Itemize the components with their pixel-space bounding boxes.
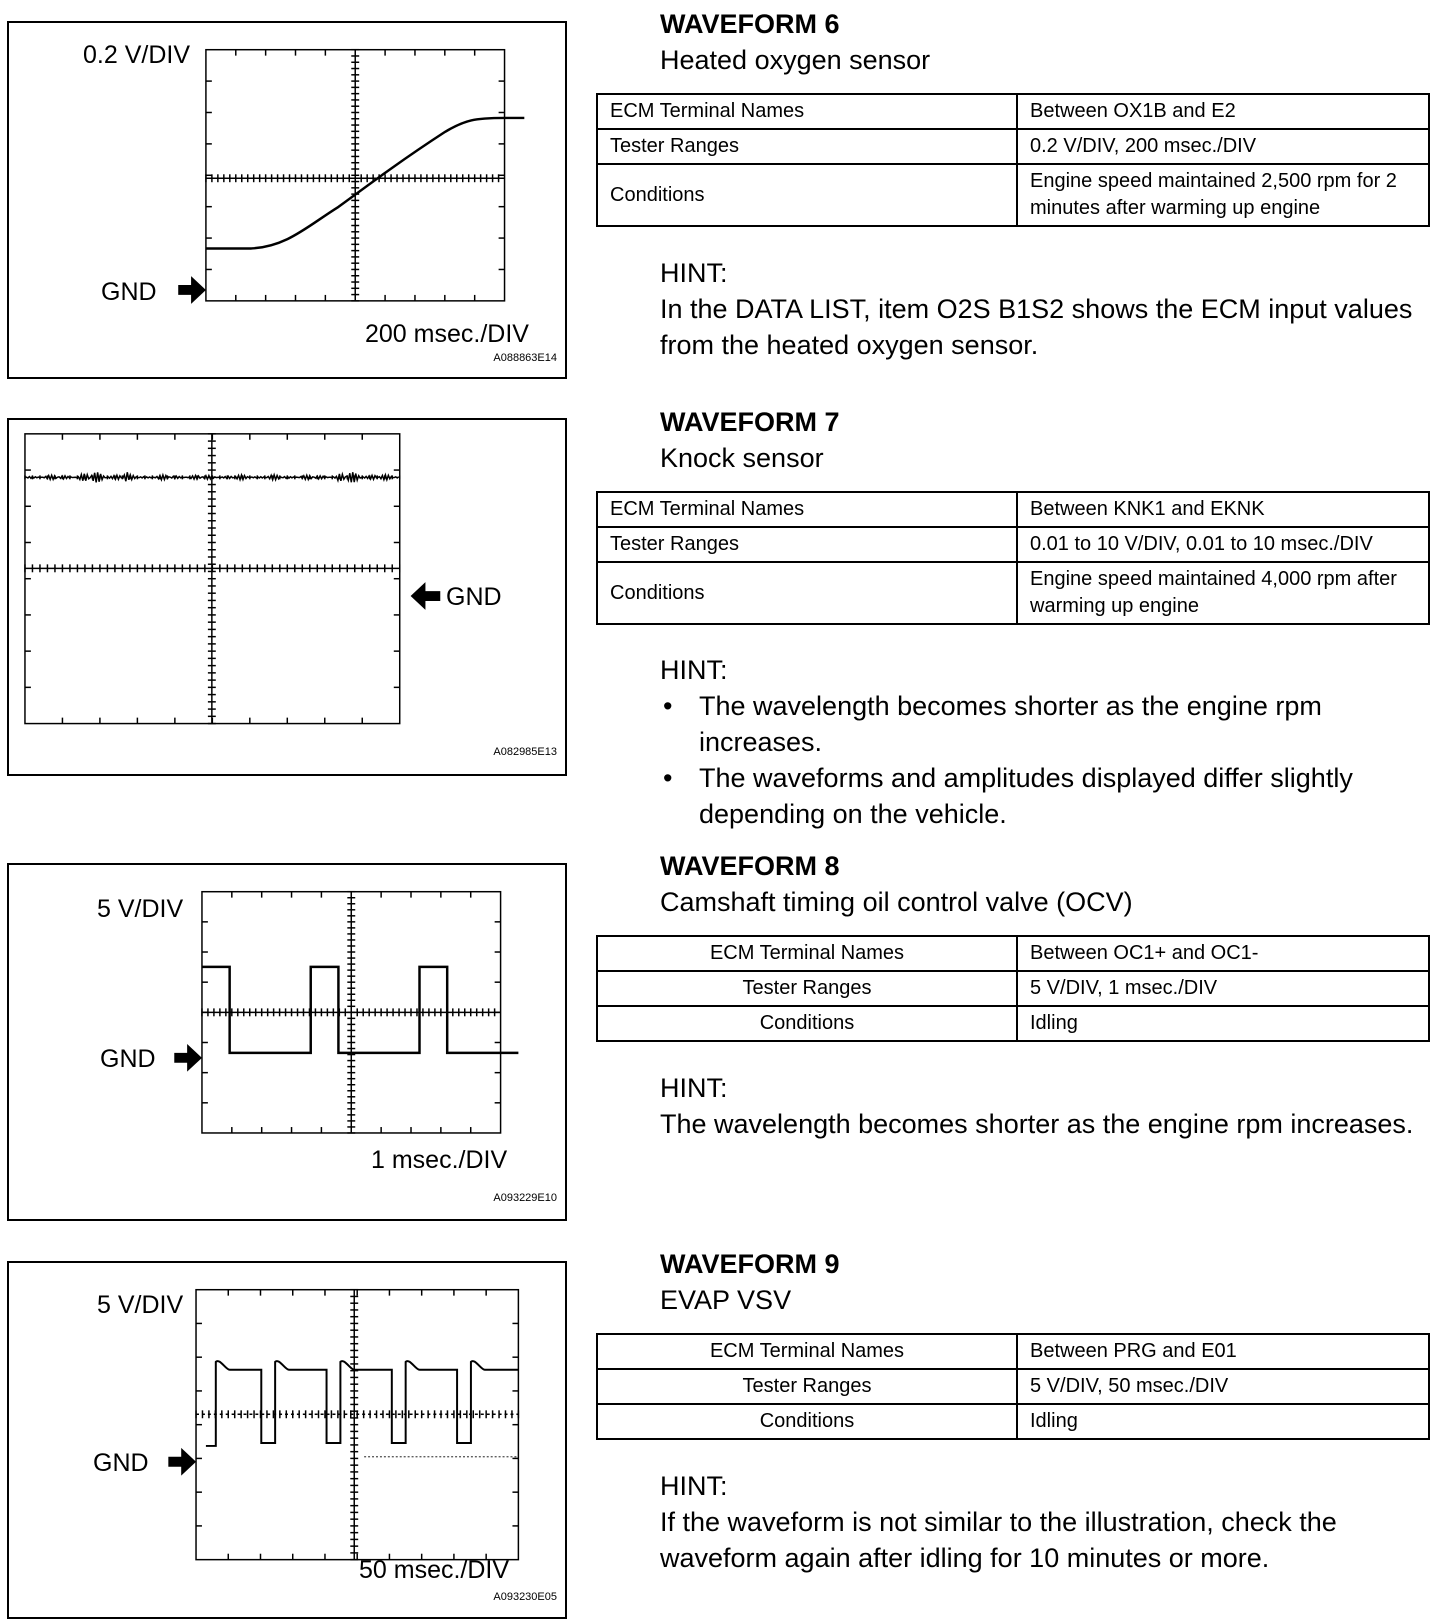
table-value: Between OC1+ and OC1- xyxy=(1017,936,1429,971)
figure-code: A088863E14 xyxy=(493,352,557,364)
waveform-subtitle: Knock sensor xyxy=(660,443,824,473)
hint-label: HINT: xyxy=(660,1073,728,1103)
hint-text: The wavelength becomes shorter as the engine rpm increases. xyxy=(660,1109,1414,1139)
table-value: Engine speed maintained 4,000 rpm after warming up engine xyxy=(1017,562,1429,624)
waveform-title: WAVEFORM 9 xyxy=(660,1249,840,1279)
table-key: ECM Terminal Names xyxy=(597,492,1017,527)
table-row xyxy=(597,1369,1429,1404)
scope-grid xyxy=(202,892,501,1133)
table-row xyxy=(597,971,1429,1006)
time-per-div-label: 50 msec./DIV xyxy=(359,1556,510,1584)
gnd-arrow-icon xyxy=(411,582,441,610)
gnd-label: GND xyxy=(100,1045,156,1073)
waveform-7-hint xyxy=(660,652,1430,832)
gnd-arrow-icon xyxy=(168,1448,196,1476)
waveform-6-header xyxy=(660,6,1430,78)
waveform-subtitle: Camshaft timing oil control valve (OCV) xyxy=(660,887,1133,917)
volts-per-div-label: 0.2 V/DIV xyxy=(83,41,190,69)
waveform-7-figure xyxy=(7,418,567,776)
hint-label: HINT: xyxy=(660,655,728,685)
table-value: Idling xyxy=(1017,1404,1429,1439)
table-value: Idling xyxy=(1017,1006,1429,1041)
o2-sensor-trace xyxy=(206,118,524,249)
waveform-9-figure xyxy=(7,1261,567,1619)
table-value: Between KNK1 and EKNK xyxy=(1017,492,1429,527)
waveform-6-spec-table xyxy=(596,93,1430,227)
waveform-9-header xyxy=(660,1246,1430,1318)
volts-per-div-label: 5 V/DIV xyxy=(97,895,184,923)
waveform-8-hint xyxy=(660,1070,1430,1142)
table-value: Engine speed maintained 2,500 rpm for 2 minutes after warming up engine xyxy=(1017,164,1429,226)
table-row xyxy=(597,527,1429,562)
time-per-div-label: 200 msec./DIV xyxy=(365,320,529,348)
table-key: ECM Terminal Names xyxy=(597,1334,1017,1369)
table-row xyxy=(597,1006,1429,1041)
table-row xyxy=(597,492,1429,527)
waveform-8-header xyxy=(660,848,1430,920)
table-row xyxy=(597,164,1429,226)
time-per-div-label: 1 msec./DIV xyxy=(371,1146,508,1174)
table-key: Conditions xyxy=(597,164,1017,226)
waveform-6-hint xyxy=(660,255,1430,363)
figure-code: A093230E05 xyxy=(493,1591,557,1603)
table-key: Conditions xyxy=(597,562,1017,624)
gnd-label: GND xyxy=(93,1449,149,1477)
hint-text: In the DATA LIST, item O2S B1S2 shows the ECM input values from the heated oxygen sensor. xyxy=(660,294,1413,360)
waveform-9-spec-table xyxy=(596,1333,1430,1440)
table-key: ECM Terminal Names xyxy=(597,936,1017,971)
table-value: Between OX1B and E2 xyxy=(1017,94,1429,129)
hint-label: HINT: xyxy=(660,1471,728,1501)
waveform-8-figure xyxy=(7,863,567,1221)
table-value: 5 V/DIV, 50 msec./DIV xyxy=(1017,1369,1429,1404)
gnd-arrow-icon xyxy=(174,1044,202,1072)
waveform-subtitle: Heated oxygen sensor xyxy=(660,45,931,75)
waveform-6-figure xyxy=(7,21,567,379)
table-key: ECM Terminal Names xyxy=(597,94,1017,129)
evap-vsv-trace xyxy=(206,1361,518,1446)
table-value: 5 V/DIV, 1 msec./DIV xyxy=(1017,971,1429,1006)
waveform-title: WAVEFORM 6 xyxy=(660,9,840,39)
figure-code: A082985E13 xyxy=(493,746,557,758)
figure-code: A093229E10 xyxy=(493,1192,557,1204)
table-value: 0.2 V/DIV, 200 msec./DIV xyxy=(1017,129,1429,164)
gnd-label: GND xyxy=(446,583,502,611)
table-key: Tester Ranges xyxy=(597,1369,1017,1404)
gnd-arrow-icon xyxy=(178,276,206,304)
table-key: Conditions xyxy=(597,1404,1017,1439)
table-row xyxy=(597,94,1429,129)
table-value: Between PRG and E01 xyxy=(1017,1334,1429,1369)
waveform-subtitle: EVAP VSV xyxy=(660,1285,792,1315)
scope-grid xyxy=(206,50,505,301)
table-row xyxy=(597,1404,1429,1439)
table-row xyxy=(597,562,1429,624)
waveform-title: WAVEFORM 8 xyxy=(660,851,840,881)
waveform-7-header xyxy=(660,404,1430,476)
table-key: Tester Ranges xyxy=(597,971,1017,1006)
table-row xyxy=(597,1334,1429,1369)
table-key: Tester Ranges xyxy=(597,527,1017,562)
table-row xyxy=(597,936,1429,971)
waveform-8-spec-table xyxy=(596,935,1430,1042)
table-row xyxy=(597,129,1429,164)
hint-list xyxy=(660,688,1430,832)
hint-text: If the waveform is not similar to the illustration, check the waveform again after idling for 10 minutes or more. xyxy=(660,1507,1337,1573)
table-key: Tester Ranges xyxy=(597,129,1017,164)
waveform-9-hint xyxy=(660,1468,1430,1576)
waveform-title: WAVEFORM 7 xyxy=(660,407,840,437)
list-item: • The waveforms and amplitudes displayed differ slightly depending on the vehicle. xyxy=(660,760,1430,832)
gnd-label: GND xyxy=(101,278,157,306)
list-item: • The wavelength becomes shorter as the engine rpm increases. xyxy=(660,688,1430,760)
table-key: Conditions xyxy=(597,1006,1017,1041)
waveform-7-spec-table xyxy=(596,491,1430,625)
volts-per-div-label: 5 V/DIV xyxy=(97,1291,184,1319)
hint-label: HINT: xyxy=(660,258,728,288)
table-value: 0.01 to 10 V/DIV, 0.01 to 10 msec./DIV xyxy=(1017,527,1429,562)
